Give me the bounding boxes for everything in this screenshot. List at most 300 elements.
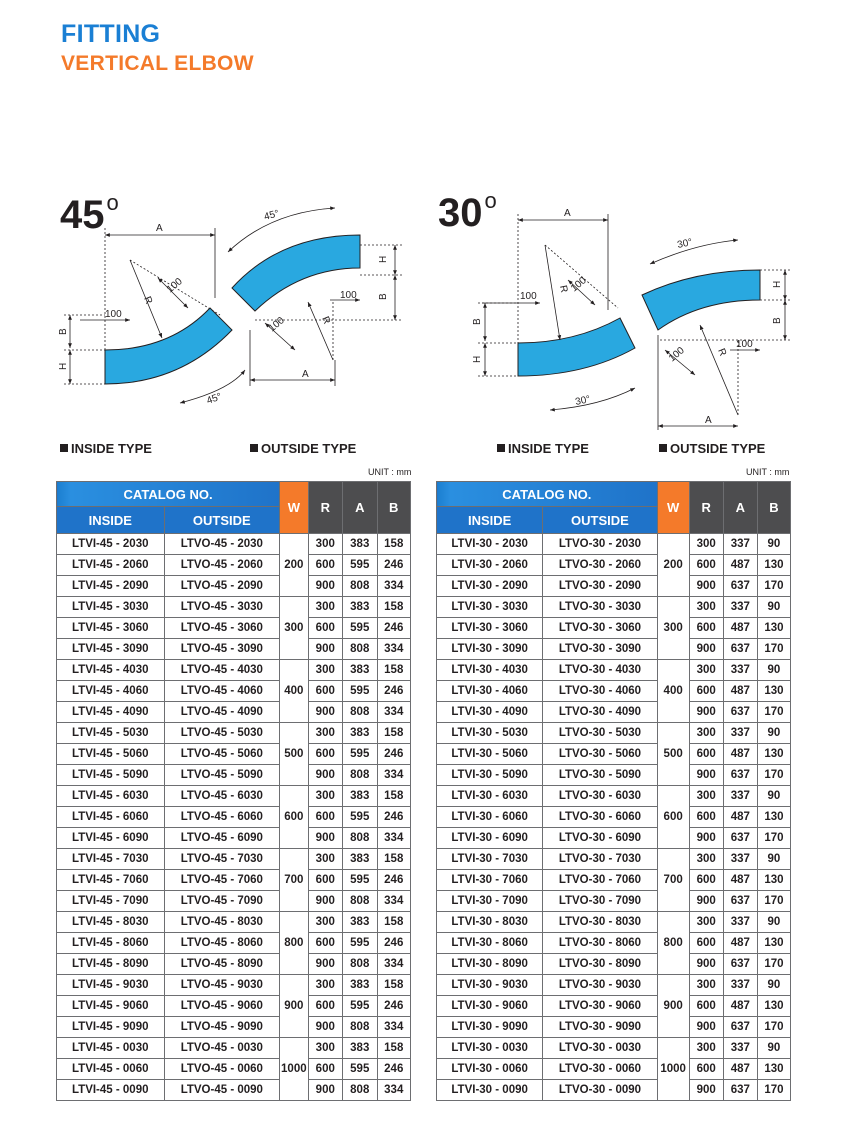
table-row [437, 1017, 791, 1038]
outside-catalog-cell: LTVO-45 - 0060 [164, 1059, 280, 1080]
w-cell: 400 [280, 660, 308, 723]
inside-catalog-cell: LTVI-45 - 5060 [57, 744, 165, 765]
b-cell: 334 [377, 891, 411, 912]
r-cell: 600 [689, 807, 723, 828]
a-cell: 383 [343, 912, 377, 933]
dim-r-label: R [319, 315, 333, 326]
a-cell: 595 [343, 1059, 377, 1080]
inside-catalog-cell: LTVI-45 - 4090 [57, 702, 165, 723]
w-cell: 700 [280, 849, 308, 912]
w-cell: 200 [280, 534, 308, 597]
w-cell: 300 [280, 597, 308, 660]
a-cell: 337 [723, 723, 757, 744]
table-row [437, 597, 791, 618]
table-row [437, 555, 791, 576]
w-cell: 600 [657, 786, 689, 849]
b-cell: 130 [757, 870, 790, 891]
catalog-header: CATALOG NO. [437, 482, 658, 507]
outside-type-label-30: OUTSIDE TYPE [659, 441, 765, 456]
outside-catalog-cell: LTVO-45 - 6060 [164, 807, 280, 828]
a-cell: 595 [343, 807, 377, 828]
a-cell: 383 [343, 723, 377, 744]
a-cell: 383 [343, 660, 377, 681]
b-cell: 130 [757, 933, 790, 954]
inside-catalog-cell: LTVI-30 - 9030 [437, 975, 543, 996]
b-cell: 334 [377, 954, 411, 975]
table-row [57, 912, 411, 933]
b-cell: 158 [377, 660, 411, 681]
b-cell: 158 [377, 912, 411, 933]
a-cell: 487 [723, 681, 757, 702]
table-row [57, 744, 411, 765]
r-cell: 600 [308, 996, 342, 1017]
a-cell: 808 [343, 576, 377, 597]
table-row [57, 849, 411, 870]
a-cell: 808 [343, 765, 377, 786]
outside-catalog-cell: LTVO-30 - 5090 [543, 765, 657, 786]
a-cell: 637 [723, 639, 757, 660]
outside-catalog-cell: LTVO-30 - 8060 [543, 933, 657, 954]
inside-catalog-cell: LTVI-45 - 2060 [57, 555, 165, 576]
table-row [57, 828, 411, 849]
square-bullet-icon [659, 444, 667, 452]
r-cell: 600 [689, 996, 723, 1017]
outside-catalog-cell: LTVO-45 - 3030 [164, 597, 280, 618]
dim-b-label: B [472, 318, 483, 325]
a-cell: 637 [723, 891, 757, 912]
square-bullet-icon [250, 444, 258, 452]
a-cell: 595 [343, 744, 377, 765]
inside-catalog-cell: LTVI-45 - 5090 [57, 765, 165, 786]
inside-catalog-cell: LTVI-30 - 0030 [437, 1038, 543, 1059]
b-cell: 334 [377, 576, 411, 597]
a-cell: 595 [343, 933, 377, 954]
b-cell: 130 [757, 807, 790, 828]
a-cell: 808 [343, 702, 377, 723]
inside-catalog-cell: LTVI-45 - 6030 [57, 786, 165, 807]
b-cell: 170 [757, 576, 790, 597]
w-cell: 900 [280, 975, 308, 1038]
outside-catalog-cell: LTVO-45 - 4090 [164, 702, 280, 723]
a-header: A [723, 482, 757, 534]
b-cell: 334 [377, 828, 411, 849]
dim-100-label: 100 [568, 275, 589, 295]
inside-catalog-cell: LTVI-45 - 3090 [57, 639, 165, 660]
table-row [57, 681, 411, 702]
page-subtitle: VERTICAL ELBOW [61, 52, 254, 75]
w-cell: 200 [657, 534, 689, 597]
dim-b-label: B [58, 328, 69, 335]
outside-catalog-cell: LTVO-30 - 2090 [543, 576, 657, 597]
a-cell: 595 [343, 996, 377, 1017]
table-row [57, 891, 411, 912]
w-cell: 800 [280, 912, 308, 975]
r-cell: 900 [308, 1080, 342, 1101]
outside-catalog-cell: LTVO-45 - 7060 [164, 870, 280, 891]
dim-100-label: 100 [266, 315, 287, 335]
b-cell: 130 [757, 1059, 790, 1080]
r-cell: 900 [689, 954, 723, 975]
inside-header: INSIDE [437, 507, 543, 534]
a-cell: 808 [343, 891, 377, 912]
dim-r-label: R [715, 347, 729, 358]
outside-catalog-cell: LTVO-45 - 4060 [164, 681, 280, 702]
outside-catalog-cell: LTVO-45 - 2060 [164, 555, 280, 576]
table-row [57, 1059, 411, 1080]
a-cell: 383 [343, 975, 377, 996]
b-cell: 90 [757, 597, 790, 618]
b-cell: 90 [757, 975, 790, 996]
inside-catalog-cell: LTVI-30 - 9060 [437, 996, 543, 1017]
square-bullet-icon [60, 444, 68, 452]
inside-catalog-cell: LTVI-30 - 7090 [437, 891, 543, 912]
b-cell: 246 [377, 996, 411, 1017]
b-cell: 130 [757, 555, 790, 576]
inside-catalog-cell: LTVI-30 - 4090 [437, 702, 543, 723]
table-row [437, 1038, 791, 1059]
r-cell: 600 [308, 933, 342, 954]
r-cell: 900 [689, 1017, 723, 1038]
b-cell: 334 [377, 639, 411, 660]
dim-100-label: 100 [736, 339, 753, 350]
inside-type-label-45: INSIDE TYPE [60, 441, 152, 456]
b-cell: 90 [757, 849, 790, 870]
outside-catalog-cell: LTVO-30 - 3060 [543, 618, 657, 639]
inside-catalog-cell: LTVI-30 - 3030 [437, 597, 543, 618]
r-header: R [308, 482, 342, 534]
w-header: W [657, 482, 689, 534]
table-row [437, 1080, 791, 1101]
inside-catalog-cell: LTVI-45 - 7060 [57, 870, 165, 891]
r-cell: 600 [308, 555, 342, 576]
table-row [57, 576, 411, 597]
outside-catalog-cell: LTVO-30 - 5060 [543, 744, 657, 765]
inside-catalog-cell: LTVI-45 - 8090 [57, 954, 165, 975]
b-cell: 158 [377, 1038, 411, 1059]
outside-catalog-cell: LTVO-30 - 0090 [543, 1080, 657, 1101]
table-row [437, 702, 791, 723]
table-row [437, 723, 791, 744]
a-cell: 595 [343, 681, 377, 702]
r-cell: 300 [308, 723, 342, 744]
table-row [437, 975, 791, 996]
a-cell: 383 [343, 786, 377, 807]
outside-catalog-cell: LTVO-30 - 8090 [543, 954, 657, 975]
r-cell: 600 [689, 744, 723, 765]
table-row [437, 996, 791, 1017]
b-cell: 130 [757, 618, 790, 639]
a-cell: 637 [723, 1080, 757, 1101]
outside-catalog-cell: LTVO-30 - 6030 [543, 786, 657, 807]
a-cell: 637 [723, 702, 757, 723]
b-cell: 170 [757, 828, 790, 849]
inside-elbow-45-shape [105, 308, 232, 384]
inside-catalog-cell: LTVI-30 - 2090 [437, 576, 543, 597]
a-cell: 808 [343, 954, 377, 975]
r-cell: 600 [308, 618, 342, 639]
a-cell: 487 [723, 996, 757, 1017]
angle-label: 45° [262, 208, 281, 223]
r-cell: 600 [689, 1059, 723, 1080]
outside-catalog-cell: LTVO-45 - 0030 [164, 1038, 280, 1059]
outside-catalog-cell: LTVO-45 - 8030 [164, 912, 280, 933]
w-cell: 900 [657, 975, 689, 1038]
table-row [437, 765, 791, 786]
w-cell: 400 [657, 660, 689, 723]
b-cell: 90 [757, 1038, 790, 1059]
a-cell: 383 [343, 597, 377, 618]
table-row [437, 534, 791, 555]
outside-catalog-cell: LTVO-30 - 2030 [543, 534, 657, 555]
a-cell: 383 [343, 534, 377, 555]
table-row [437, 639, 791, 660]
inside-catalog-cell: LTVI-30 - 6090 [437, 828, 543, 849]
inside-catalog-cell: LTVI-45 - 2030 [57, 534, 165, 555]
square-bullet-icon [497, 444, 505, 452]
a-cell: 637 [723, 1017, 757, 1038]
r-cell: 900 [308, 891, 342, 912]
table-row [437, 912, 791, 933]
b-cell: 130 [757, 681, 790, 702]
r-cell: 900 [689, 765, 723, 786]
outside-catalog-cell: LTVO-30 - 0060 [543, 1059, 657, 1080]
inside-catalog-cell: LTVI-45 - 5030 [57, 723, 165, 744]
r-cell: 900 [308, 954, 342, 975]
r-cell: 600 [689, 870, 723, 891]
inside-catalog-cell: LTVI-30 - 0090 [437, 1080, 543, 1101]
inside-catalog-cell: LTVI-30 - 6030 [437, 786, 543, 807]
b-cell: 170 [757, 891, 790, 912]
inside-catalog-cell: LTVI-30 - 8090 [437, 954, 543, 975]
inside-catalog-cell: LTVI-30 - 2060 [437, 555, 543, 576]
r-cell: 300 [308, 912, 342, 933]
a-cell: 637 [723, 828, 757, 849]
table-row [57, 534, 411, 555]
dim-h-label: H [472, 355, 483, 363]
table-row [437, 849, 791, 870]
r-cell: 600 [689, 555, 723, 576]
inside-catalog-cell: LTVI-30 - 6060 [437, 807, 543, 828]
outside-catalog-cell: LTVO-30 - 7030 [543, 849, 657, 870]
a-cell: 595 [343, 618, 377, 639]
inside-catalog-cell: LTVI-45 - 8060 [57, 933, 165, 954]
angle-label: 45° [205, 391, 224, 407]
r-cell: 300 [689, 597, 723, 618]
w-cell: 1000 [280, 1038, 308, 1101]
r-cell: 300 [689, 912, 723, 933]
r-cell: 300 [689, 1038, 723, 1059]
elbow-30-diagram [460, 200, 805, 432]
outside-catalog-cell: LTVO-45 - 7030 [164, 849, 280, 870]
b-cell: 246 [377, 555, 411, 576]
inside-catalog-cell: LTVI-30 - 5030 [437, 723, 543, 744]
b-cell: 90 [757, 786, 790, 807]
outside-catalog-cell: LTVO-45 - 5030 [164, 723, 280, 744]
b-cell: 90 [757, 534, 790, 555]
outside-catalog-cell: LTVO-30 - 0030 [543, 1038, 657, 1059]
outside-catalog-cell: LTVO-45 - 3090 [164, 639, 280, 660]
r-cell: 900 [689, 1080, 723, 1101]
outside-catalog-cell: LTVO-45 - 3060 [164, 618, 280, 639]
inside-catalog-cell: LTVI-45 - 6060 [57, 807, 165, 828]
b-cell: 246 [377, 807, 411, 828]
table-row [57, 786, 411, 807]
b-cell: 334 [377, 765, 411, 786]
b-cell: 158 [377, 597, 411, 618]
a-cell: 487 [723, 618, 757, 639]
dim-b-label: B [772, 317, 783, 324]
w-cell: 700 [657, 849, 689, 912]
b-cell: 90 [757, 912, 790, 933]
inside-header: INSIDE [57, 507, 165, 534]
r-cell: 900 [689, 891, 723, 912]
b-cell: 334 [377, 1080, 411, 1101]
b-header: B [377, 482, 411, 534]
outside-catalog-cell: LTVO-45 - 8060 [164, 933, 280, 954]
r-cell: 300 [689, 786, 723, 807]
dim-r-label: R [557, 284, 570, 294]
dim-a-label: A [705, 415, 712, 426]
b-cell: 246 [377, 618, 411, 639]
inside-catalog-cell: LTVI-45 - 6090 [57, 828, 165, 849]
outside-catalog-cell: LTVO-30 - 4060 [543, 681, 657, 702]
catalog-header: CATALOG NO. [57, 482, 280, 507]
outside-catalog-cell: LTVO-30 - 6060 [543, 807, 657, 828]
b-cell: 130 [757, 744, 790, 765]
b-cell: 334 [377, 1017, 411, 1038]
inside-catalog-cell: LTVI-45 - 3030 [57, 597, 165, 618]
r-cell: 900 [689, 702, 723, 723]
outside-catalog-cell: LTVO-30 - 9030 [543, 975, 657, 996]
table-row [57, 618, 411, 639]
table-row [57, 954, 411, 975]
table-row [57, 870, 411, 891]
outside-catalog-cell: LTVO-45 - 2030 [164, 534, 280, 555]
b-cell: 170 [757, 1080, 790, 1101]
r-cell: 900 [308, 1017, 342, 1038]
inside-catalog-cell: LTVI-30 - 9090 [437, 1017, 543, 1038]
b-cell: 90 [757, 660, 790, 681]
outside-catalog-cell: LTVO-45 - 4030 [164, 660, 280, 681]
r-cell: 900 [308, 639, 342, 660]
a-cell: 487 [723, 870, 757, 891]
table-row [437, 576, 791, 597]
b-cell: 246 [377, 870, 411, 891]
angle-30-label: 30$^o$ [438, 188, 497, 235]
outside-catalog-cell: LTVO-30 - 9060 [543, 996, 657, 1017]
w-header: W [280, 482, 308, 534]
outside-catalog-cell: LTVO-45 - 0090 [164, 1080, 280, 1101]
a-cell: 337 [723, 1038, 757, 1059]
unit-label: UNIT : mm [368, 467, 412, 477]
b-cell: 158 [377, 786, 411, 807]
inside-catalog-cell: LTVI-45 - 8030 [57, 912, 165, 933]
table-row [437, 828, 791, 849]
r-cell: 900 [689, 828, 723, 849]
r-cell: 300 [308, 534, 342, 555]
inside-catalog-cell: LTVI-45 - 4060 [57, 681, 165, 702]
dim-100-label: 100 [666, 345, 687, 365]
a-cell: 595 [343, 870, 377, 891]
outside-catalog-cell: LTVO-30 - 7090 [543, 891, 657, 912]
a-cell: 337 [723, 786, 757, 807]
b-cell: 246 [377, 1059, 411, 1080]
a-cell: 487 [723, 744, 757, 765]
inside-catalog-cell: LTVI-30 - 4060 [437, 681, 543, 702]
b-cell: 90 [757, 723, 790, 744]
outside-catalog-cell: LTVO-45 - 9060 [164, 996, 280, 1017]
table-row [57, 996, 411, 1017]
r-cell: 300 [689, 849, 723, 870]
w-cell: 1000 [657, 1038, 689, 1101]
r-cell: 300 [308, 849, 342, 870]
outside-catalog-cell: LTVO-45 - 9090 [164, 1017, 280, 1038]
dim-h-label: H [772, 280, 783, 288]
r-cell: 900 [689, 639, 723, 660]
outside-catalog-cell: LTVO-45 - 5060 [164, 744, 280, 765]
inside-catalog-cell: LTVI-45 - 0060 [57, 1059, 165, 1080]
outside-catalog-cell: LTVO-45 - 6030 [164, 786, 280, 807]
outside-catalog-cell: LTVO-45 - 9030 [164, 975, 280, 996]
r-cell: 900 [308, 765, 342, 786]
outside-catalog-cell: LTVO-45 - 7090 [164, 891, 280, 912]
table-row [57, 807, 411, 828]
r-cell: 600 [689, 618, 723, 639]
table-row [437, 933, 791, 954]
w-cell: 300 [657, 597, 689, 660]
dim-100-label: 100 [520, 291, 537, 302]
b-cell: 246 [377, 681, 411, 702]
inside-catalog-cell: LTVI-30 - 5090 [437, 765, 543, 786]
table-row [437, 660, 791, 681]
outside-catalog-cell: LTVO-30 - 4090 [543, 702, 657, 723]
b-cell: 158 [377, 723, 411, 744]
outside-catalog-cell: LTVO-30 - 7060 [543, 870, 657, 891]
dim-h-label: H [58, 362, 69, 370]
r-cell: 900 [308, 828, 342, 849]
r-cell: 600 [308, 681, 342, 702]
b-cell: 170 [757, 1017, 790, 1038]
r-cell: 300 [308, 1038, 342, 1059]
inside-catalog-cell: LTVI-30 - 4030 [437, 660, 543, 681]
table-row [57, 933, 411, 954]
b-cell: 170 [757, 639, 790, 660]
inside-catalog-cell: LTVI-45 - 7030 [57, 849, 165, 870]
outside-catalog-cell: LTVO-30 - 8030 [543, 912, 657, 933]
outside-catalog-cell: LTVO-30 - 9090 [543, 1017, 657, 1038]
table-row [57, 702, 411, 723]
r-cell: 300 [308, 597, 342, 618]
a-cell: 487 [723, 1059, 757, 1080]
a-cell: 337 [723, 597, 757, 618]
inside-catalog-cell: LTVI-45 - 3060 [57, 618, 165, 639]
r-cell: 300 [308, 786, 342, 807]
outside-header: OUTSIDE [543, 507, 657, 534]
table-row [57, 1017, 411, 1038]
b-cell: 158 [377, 975, 411, 996]
dim-100-label: 100 [105, 309, 122, 320]
a-cell: 337 [723, 975, 757, 996]
outside-catalog-cell: LTVO-45 - 8090 [164, 954, 280, 975]
r-cell: 300 [689, 723, 723, 744]
dim-a-label: A [302, 369, 309, 380]
b-cell: 246 [377, 933, 411, 954]
r-cell: 600 [308, 807, 342, 828]
a-cell: 383 [343, 849, 377, 870]
inside-catalog-cell: LTVI-45 - 4030 [57, 660, 165, 681]
dim-b-label: B [378, 293, 389, 300]
angle-label: 30° [574, 394, 592, 408]
